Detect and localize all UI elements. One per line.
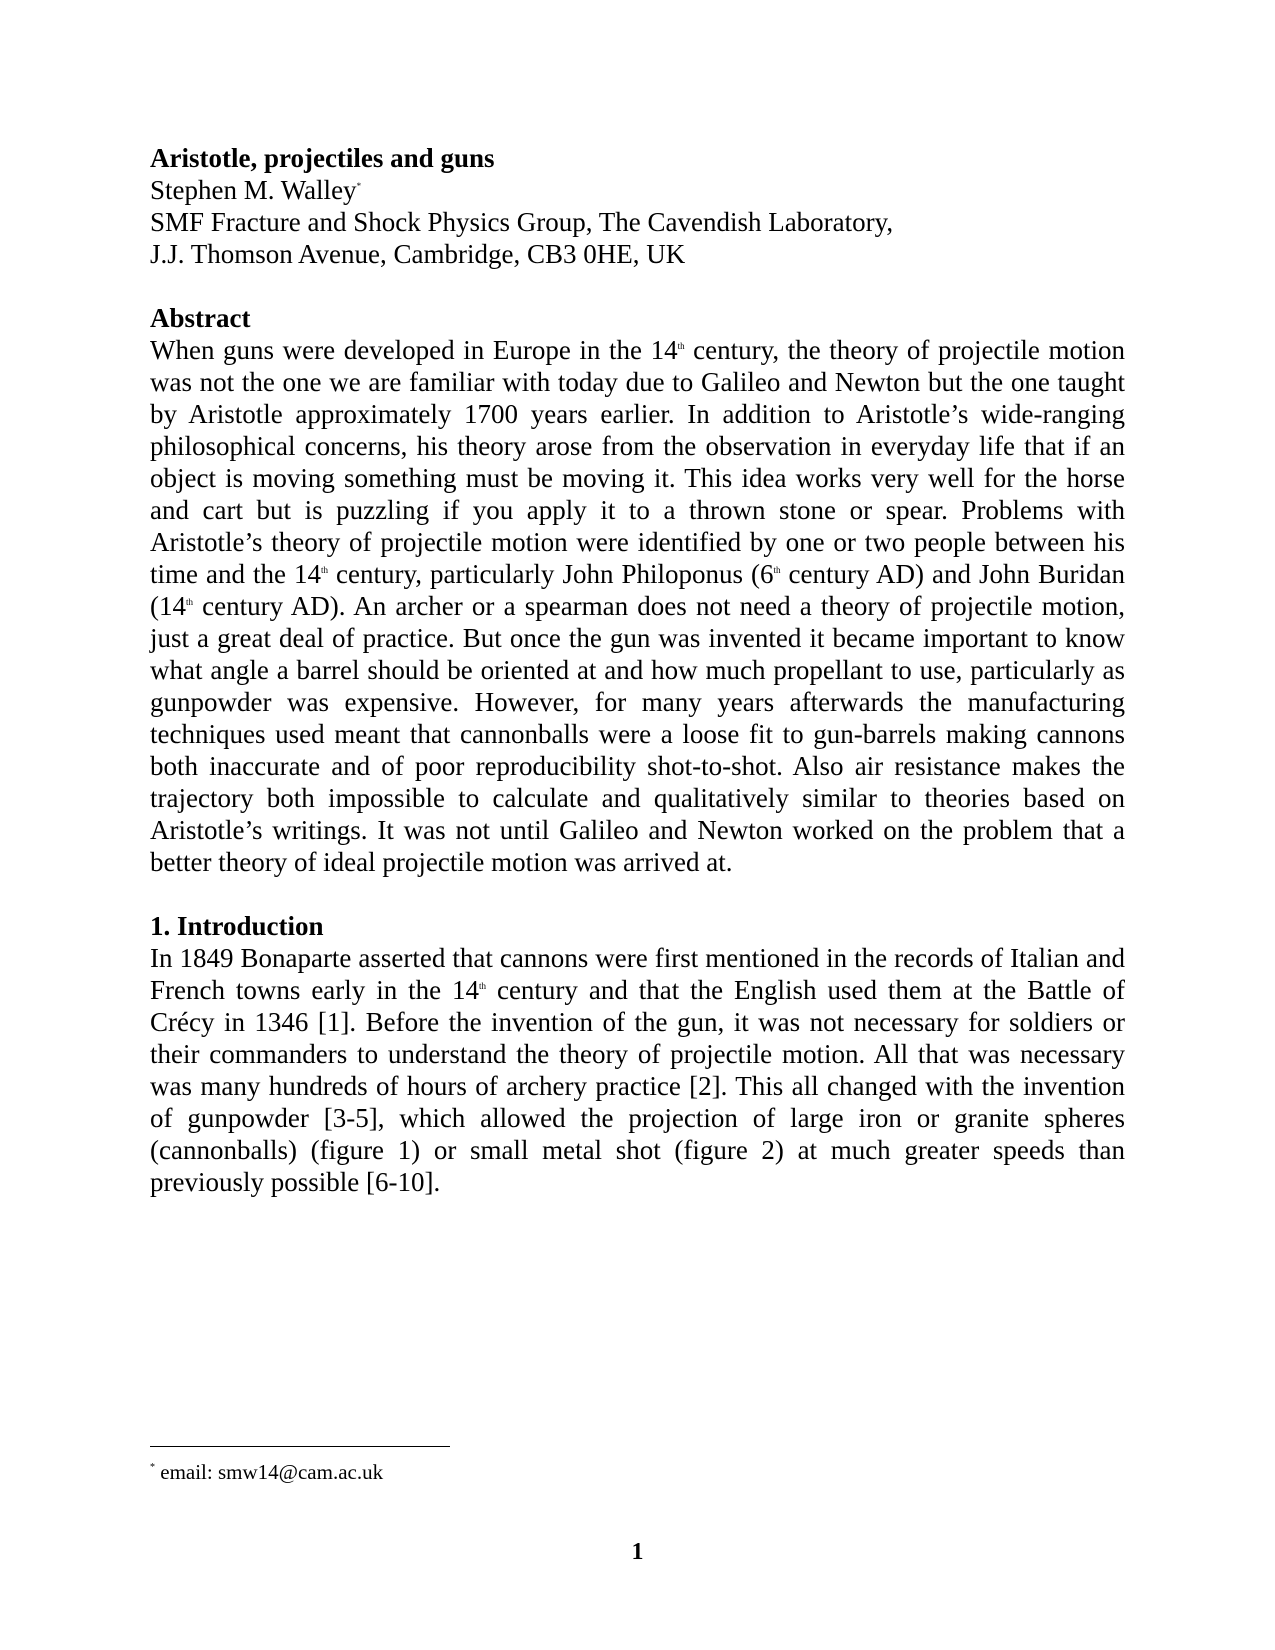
ordinal-suffix: th	[677, 341, 685, 351]
abstract-paragraph	[150, 334, 1125, 878]
ordinal-suffix: th	[186, 597, 194, 607]
ordinal-suffix: th	[321, 565, 329, 575]
page-content	[150, 142, 1125, 1198]
introduction-text: In 1849 Bonaparte asserted that cannons were first mentioned in the records of Italian and French towns early in the 14	[150, 943, 1125, 1005]
affiliation-line-2: J.J. Thomson Avenue, Cambridge, CB3 0HE, UK	[150, 239, 686, 269]
section-gap	[150, 270, 1125, 302]
footnote	[150, 1460, 383, 1484]
page-number: 1	[631, 1539, 644, 1565]
author-footnote-mark: *	[356, 181, 362, 191]
abstract-text: When guns were developed in Europe in the 14	[150, 335, 678, 365]
footnote-divider	[150, 1446, 450, 1447]
abstract-text: century, particularly John Philoponus (6	[328, 559, 774, 589]
affiliation-line-1: SMF Fracture and Shock Physics Group, The Cavendish Laboratory,	[150, 207, 894, 237]
abstract-heading: Abstract	[150, 303, 251, 333]
footnote-mark: *	[150, 1462, 155, 1473]
introduction-text: century and that the English used them at the Battle of Crécy in 1346 [1]. Before the invention of the gun, it was not necessary for soldiers or their commanders to understand the theory of projectile motion. All that was necessary was many hundreds of hours of archery practice [2]. This all changed with the invention of gunpowder [3-5], which allowed the projection of large iron or granite spheres (cannonballs) (figure 1) or small metal shot (figure 2) at much greater speeds than previously possible [6-10].	[150, 975, 1125, 1197]
introduction-paragraph	[150, 942, 1125, 1198]
abstract-text: century AD) and John Buridan (14	[150, 559, 1126, 621]
section-gap	[150, 878, 1125, 910]
author-line	[150, 174, 1125, 206]
author-name: Stephen M. Walley	[150, 175, 357, 205]
ordinal-suffix: th	[479, 981, 487, 991]
abstract-text: century AD). An archer or a spearman does not need a theory of projectile motion, just a great deal of practice. But once the gun was invented it became important to know what angle a barrel should be oriented at and how much propellant to use, particularly as gunpowder was expensive. However, for many years afterwards the manufacturing techniques used meant that cannonballs were a loose fit to gun-barrels making cannons both inaccurate and of poor reproducibility shot-to-shot. Also air resistance makes the trajectory both impossible to calculate and qualitatively similar to theories based on Aristotle’s writings. It was not until Galileo and Newton worked on the problem that a better theory of ideal projectile motion was arrived at.	[150, 591, 1125, 877]
footnote-text: email: smw14@cam.ac.uk	[155, 1460, 384, 1484]
ordinal-suffix: th	[773, 565, 781, 575]
introduction-heading: 1. Introduction	[150, 911, 324, 941]
paper-title: Aristotle, projectiles and guns	[150, 143, 495, 173]
abstract-text: century, the theory of projectile motion was not the one we are familiar with today due to Galileo and Newton but the one taught by Aristotle approximately 1700 years earlier. In addition to Aristotle’s wide-ranging philosophical concerns, his theory arose from the observation in everyday life that if an object is moving something must be moving it. This idea works very well for the horse and cart but is puzzling if you apply it to a thrown stone or spear. Problems with Aristotle’s theory of projectile motion were identified by one or two people between his time and the 14	[150, 335, 1125, 589]
